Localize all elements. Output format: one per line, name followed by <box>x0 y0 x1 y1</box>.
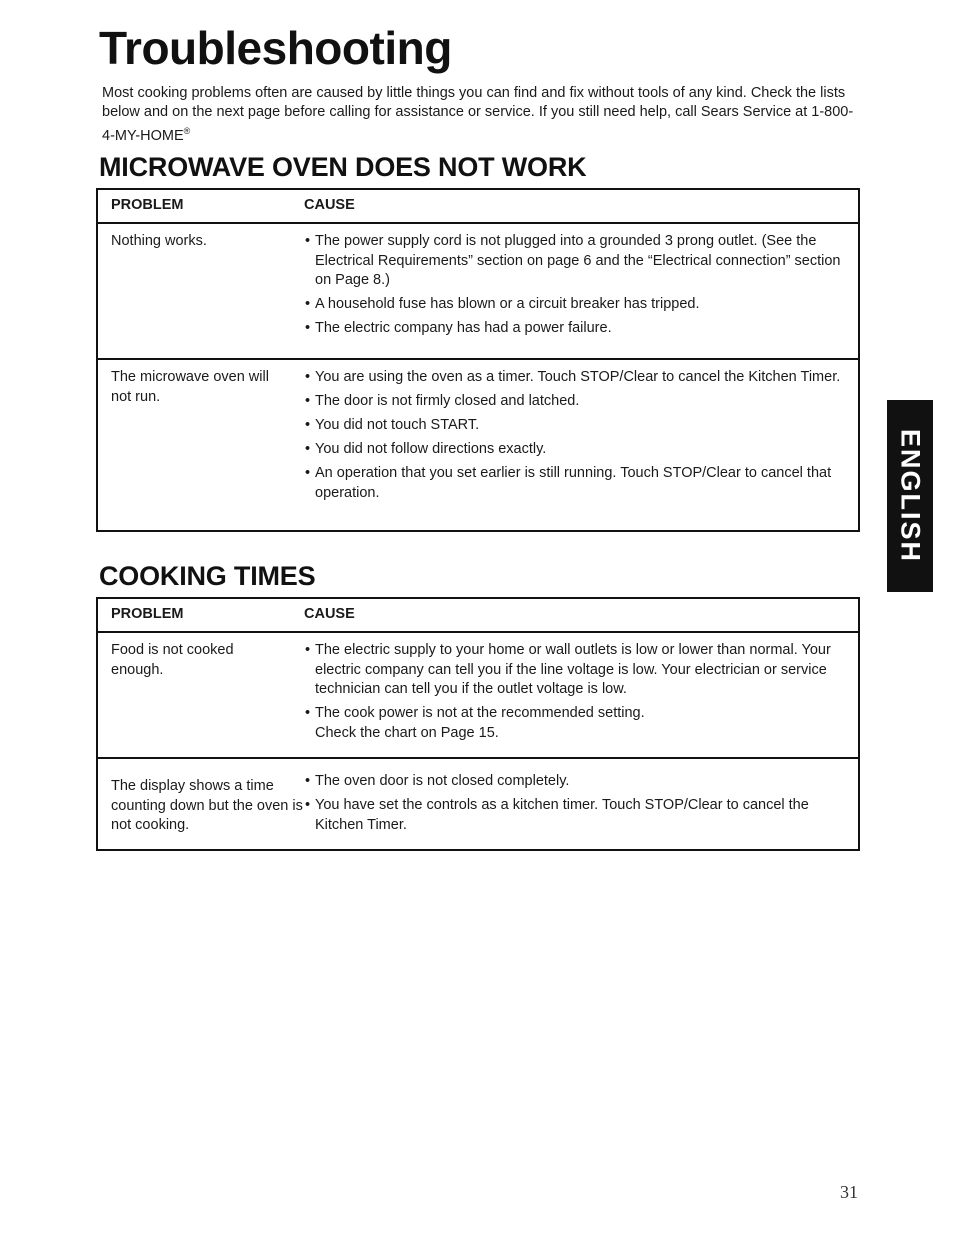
side-tab-label: ENGLISH <box>895 428 926 563</box>
column-header-cause: CAUSE <box>304 606 355 622</box>
problem-text: The display shows a time counting down but the oven is not cooking. <box>111 778 303 833</box>
cause-list <box>303 641 852 748</box>
cause-list <box>303 232 852 343</box>
troubleshooting-table-cooking-times <box>96 597 860 851</box>
cause-item: • An operation that you set earlier is still running. Touch STOP/Clear to cancel that operation. <box>303 464 852 503</box>
cause-item: • The cook power is not at the recommended setting. Check the chart on Page 15. <box>303 704 852 743</box>
language-side-tab <box>887 400 933 592</box>
cause-list <box>303 772 852 840</box>
section-title-cooking-times: COOKING TIMES <box>99 561 316 591</box>
column-header-cause: CAUSE <box>304 197 355 213</box>
table-row <box>98 633 858 757</box>
column-header-problem: PROBLEM <box>111 606 184 622</box>
cause-item: • A household fuse has blown or a circuit breaker has tripped. <box>303 295 852 315</box>
cause-item: • The electric supply to your home or wall outlets is low or lower than normal. Your electric company can tell you if the line voltage is low. Your electrician or service technician can tell you if the outlet voltage is low. <box>303 641 852 700</box>
cause-item: • The electric company has had a power failure. <box>303 319 852 339</box>
table-row <box>98 224 858 358</box>
page-title: Troubleshooting <box>99 22 452 74</box>
registered-mark: ® <box>183 126 191 136</box>
cause-item: • You are using the oven as a timer. Touch STOP/Clear to cancel the Kitchen Timer. <box>303 368 852 388</box>
column-header-problem: PROBLEM <box>111 197 184 213</box>
cause-list <box>303 368 852 508</box>
intro-paragraph <box>102 84 862 146</box>
table-row <box>98 757 858 851</box>
page-number: 31 <box>840 1182 858 1202</box>
intro-text: Most cooking problems often are caused by little things you can find and fix without tools of any kind. Check the lists below and on the next page before calling for assistance or service. If you still need help, call Sears Service at 1-800-4-MY-HOME <box>102 85 854 144</box>
cause-item: • The oven door is not closed completely. <box>303 772 852 792</box>
cause-item: • The power supply cord is not plugged into a grounded 3 prong outlet. (See the Electrical Requirements” section on page 6 and the “Electrical connection” section on Page 8.) <box>303 232 852 291</box>
cause-item: • You did not follow directions exactly. <box>303 440 852 460</box>
cause-item: • You have set the controls as a kitchen timer. Touch STOP/Clear to cancel the Kitchen Timer. <box>303 796 852 835</box>
table-row <box>98 358 858 532</box>
cause-item: • The door is not firmly closed and latched. <box>303 392 852 412</box>
troubleshooting-table-microwave <box>96 188 860 532</box>
table-header <box>98 190 858 224</box>
problem-text: Food is not cooked enough. <box>111 642 234 678</box>
section-title-microwave-not-work: MICROWAVE OVEN DOES NOT WORK <box>99 152 587 182</box>
cause-item: • You did not touch START. <box>303 416 852 436</box>
problem-text: Nothing works. <box>111 233 207 249</box>
problem-text: The microwave oven will not run. <box>111 369 269 405</box>
table-header <box>98 599 858 633</box>
